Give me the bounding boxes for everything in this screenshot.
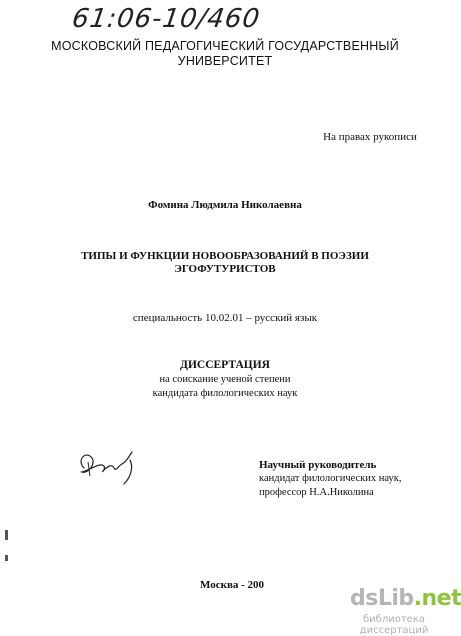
supervisor-name: профессор Н.А.Николина xyxy=(259,487,374,498)
watermark-logo-tld: .net xyxy=(413,586,461,611)
rights-note: На правах рукописи xyxy=(323,131,417,143)
dslib-watermark xyxy=(340,586,461,636)
title-line-1: ТИПЫ И ФУНКЦИИ НОВООБРАЗОВАНИЙ В ПОЭЗИИ xyxy=(81,250,369,262)
watermark-logo-main: dsLib xyxy=(350,586,414,611)
dissertation-degree-line: на соискание ученой степени xyxy=(159,374,291,385)
watermark-subtitle: библиотека диссертаций xyxy=(359,614,429,636)
signature-image xyxy=(70,440,150,490)
supervisor-degree: кандидат филологических наук, xyxy=(259,473,402,484)
university-line-2: УНИВЕРСИТЕТ xyxy=(177,54,273,68)
university-line-1: МОСКОВСКИЙ ПЕДАГОГИЧЕСКИЙ ГОСУДАРСТВЕННЫЙ xyxy=(51,39,399,53)
dissertation-title xyxy=(50,250,400,276)
margin-mark xyxy=(5,555,8,561)
city-year: Москва - 200 xyxy=(200,579,265,591)
university-name xyxy=(40,39,410,69)
title-line-2: ЭГОФУТУРИСТОВ xyxy=(174,263,276,275)
dissertation-field-line: кандидата филологических наук xyxy=(152,388,298,399)
supervisor-heading: Научный руководитель xyxy=(259,459,377,471)
specialty: специальность 10.02.01 – русский язык xyxy=(132,312,318,324)
author-name: Фомина Людмила Николаевна xyxy=(148,199,302,211)
watermark-logo xyxy=(350,586,461,611)
handwritten-catalog-number: 61:06-10/460 xyxy=(70,4,263,34)
dissertation-heading: ДИССЕРТАЦИЯ xyxy=(180,359,270,371)
margin-mark xyxy=(5,530,8,540)
